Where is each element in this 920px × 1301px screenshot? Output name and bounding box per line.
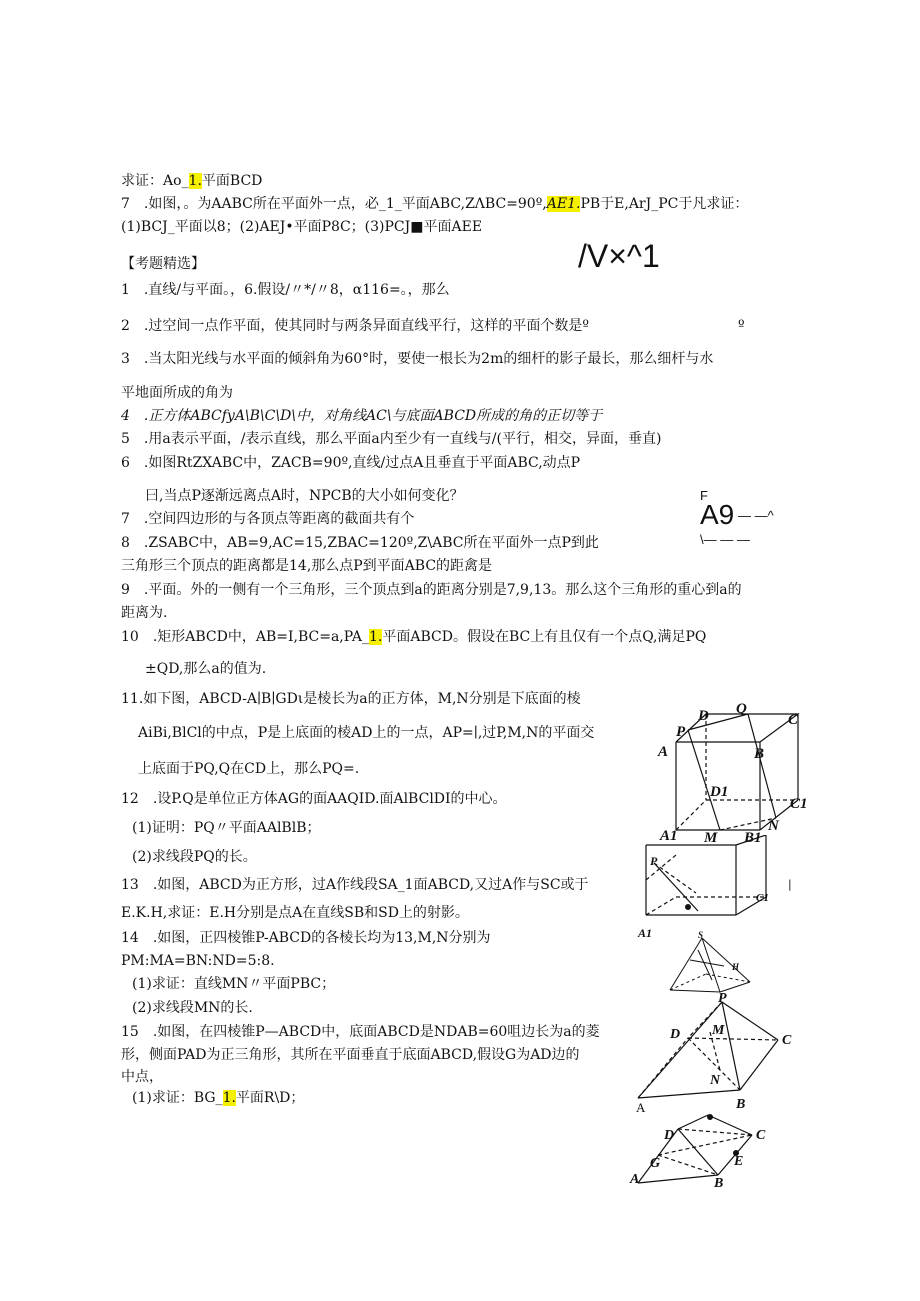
text-seg: 三角形三个顶点的距离都是14,那么点P到平面ABC的距禽是 [121, 558, 493, 574]
stray-mark: | [788, 878, 792, 891]
vertex-label: H [732, 962, 740, 972]
text-line [121, 790, 507, 808]
text-seg: 11.如下图，ABCD-A∣B∣GDι是棱长为a的正方体，M,N分别是下底面的棱 [121, 691, 581, 707]
highlight-mark: 1. [188, 173, 202, 189]
vertex-label: B [736, 1097, 746, 1112]
garbled-fragment: /V×^1 [578, 238, 660, 274]
text-line [121, 317, 589, 335]
text-seg: 4 .正方体ABCfyA\B\C\D\中，对角线AC\与底面ABCD所成的角的正切等于 [121, 408, 603, 424]
vertex-label: G [650, 1156, 661, 1171]
text-seg: 距离为. [121, 605, 168, 621]
text-seg: º [738, 318, 745, 334]
vertex-label: A1 [638, 926, 653, 940]
text-line [121, 1046, 580, 1064]
text-line [121, 218, 482, 236]
text-seg: 求证：Ao_ [121, 173, 189, 189]
vertex-label: C [782, 1033, 792, 1048]
text-line [145, 660, 266, 678]
vertex-label: C [756, 1128, 766, 1143]
vertex-label: M [712, 1023, 725, 1038]
vertex-label: A1 [660, 828, 678, 844]
vertex-label: B [754, 746, 765, 762]
vertex-label: N [710, 1073, 721, 1088]
pyramid-figure-small [660, 930, 770, 998]
text-line [121, 1023, 600, 1041]
text-line [121, 1068, 163, 1086]
pyramid-figure [632, 990, 802, 1115]
text-seg: (1)证明：PQ〃平面AAlBlB； [132, 820, 321, 836]
text-line [121, 350, 713, 368]
highlight-mark: AE1. [546, 196, 581, 212]
text-line [121, 407, 602, 425]
cube-figure-2 [636, 835, 796, 940]
vertex-label: D [670, 1027, 681, 1042]
text-seg: 13 .如图，ABCD为正方形，过A作线段SA_1面ABCD,又过A作与SC或于 [121, 877, 589, 893]
garbled-fragment: A9 [700, 499, 735, 530]
text-line [121, 604, 167, 622]
text-seg: 上底面于PQ,Q在CD上，那么PQ=. [138, 761, 360, 777]
vertex-label: P [676, 724, 686, 740]
text-line [121, 281, 450, 299]
point-marker [685, 904, 691, 910]
text-line [121, 195, 748, 213]
text-seg: (1)求证：BG_ [132, 1090, 223, 1106]
point-marker [707, 1114, 713, 1120]
text-line [132, 819, 320, 837]
text-line [121, 628, 706, 646]
vertex-label: Q [736, 701, 747, 717]
text-seg: (1)求证：直线MN〃平面PBC； [132, 976, 336, 992]
text-seg: 15 .如图，在四棱锥P—ABCD中，底面ABCD是NDAB=60咀边长为a的菱 [121, 1024, 600, 1040]
text-seg: 平地面所成的角为 [121, 385, 233, 401]
text-seg: (2)求线段MN的长. [132, 1000, 253, 1016]
vertex-label: A [658, 744, 669, 760]
vertex-label: B [714, 1176, 724, 1191]
vertex-label: C1 [756, 892, 769, 904]
text-seg: ±QD,那么a的值为. [145, 661, 267, 677]
text-seg: 1 .直线/与平面。，6.假设/〃*/〃8，α116=。，那么 [121, 282, 450, 298]
text-line [121, 534, 599, 552]
highlight-mark: 1. [222, 1090, 236, 1106]
text-line [121, 929, 491, 947]
text-line [132, 848, 257, 866]
text-seg: 3 .当太阳光线与水平面的倾斜角为60°时，要使一根长为2m的细杆的影子最长，那么细杆与水 [121, 351, 714, 367]
vertex-label: C1 [790, 796, 808, 812]
text-line [132, 975, 335, 993]
vertex-label: A [636, 1100, 646, 1115]
text-line [132, 999, 253, 1017]
text-line [121, 430, 661, 448]
text-seg: 平面BCD [201, 173, 263, 189]
text-seg: E.K.H,求证：E.H分别是点A在直线SB和SD上的射影。 [121, 905, 469, 921]
text-line [121, 876, 589, 894]
text-seg: 5 .用a表示平面，/表示直线，那么平面a内至少有一直线与/(平行，相交，异面，垂直) [121, 431, 662, 447]
vertex-label: E [734, 1154, 744, 1169]
text-line [121, 952, 275, 970]
cube-figure-1 [648, 700, 818, 850]
text-seg: 2 .过空间一点作平面，使其同时与两条异面直线平行，这样的平面个数是º [121, 318, 589, 334]
text-seg: AiBi,BlCl的中点，P是上底面的棱AD上的一点，AP=∣,过P,M,N的平面交 [138, 725, 595, 741]
text-line [121, 690, 581, 708]
text-line [138, 724, 594, 742]
text-seg: 8 .ZSABC中，AB=9,AC=15,ZBAC=120º,Z\ABC所在平面外一点P到此 [121, 535, 599, 551]
rhombus-pyramid-figure [628, 1105, 788, 1191]
vertex-label: N [768, 818, 779, 834]
text-seg: 10 .矩形ABCD中，AB=I,BC=a,PA_ [121, 629, 370, 645]
vertex-label: P [650, 854, 658, 868]
garbled-fragment: — —^ [738, 508, 774, 523]
text-line [121, 384, 233, 402]
text-seg: PB于E,ArJ_PC于凡求证： [580, 196, 749, 212]
text-seg: 平面R\D； [235, 1090, 305, 1106]
vertex-label: A [630, 1172, 640, 1187]
text-seg: 【考题精选】 [121, 256, 205, 272]
vertex-label: B1 [744, 830, 762, 846]
vertex-label: D [698, 708, 709, 724]
text-line [121, 172, 262, 190]
vertex-label: D [664, 1128, 675, 1143]
garbled-fragment: \— — — [700, 532, 750, 547]
section-heading [121, 255, 205, 273]
text-line [145, 487, 464, 505]
vertex-label: P [718, 991, 727, 1006]
vertex-label: C [788, 712, 799, 728]
text-seg: (2)求线段PQ的长。 [132, 849, 257, 865]
text-seg: 14 .如图，正四棱锥P-ABCD的各棱长均为13,M,N分别为 [121, 930, 491, 946]
garbled-fragment: F [700, 488, 708, 503]
text-seg: 9 .平面。外的一侧有一个三角形，三个顶点到a的距离分别是7,9,13。那么这个三角形的重心到a的 [121, 582, 742, 598]
text-seg: 曰,当点P逐渐远离点A时，NPCB的大小如何变化？ [145, 488, 464, 504]
vertex-label: D1 [710, 784, 729, 800]
text-seg: 12 .设P.Q是单位正方体AG的面AAQID.面AlBClDI的中心。 [121, 791, 507, 807]
text-line [121, 904, 469, 922]
text-seg: 7 .空间四边形的与各顶点等距离的截面共有个 [121, 511, 415, 527]
text-line [138, 760, 359, 778]
text-seg: 7 .如图，。为AABC所在平面外一点，必_1_平面ABC,ZΛBC=90º, [121, 196, 547, 212]
text-line [121, 510, 414, 528]
text-seg: 6 .如图RtZXABC中，ZACB=90º,直线/过点A且垂直于平面ABC,动点P [121, 455, 581, 471]
highlight-mark: 1. [369, 629, 383, 645]
text-seg: 形，侧面PAD为正三角形，其所在平面垂直于底面ABCD,假设G为AD边的 [121, 1047, 580, 1063]
text-seg: 平面ABCD。假设在BC上有且仅有一个点Q,满足PQ [382, 629, 707, 645]
text-seg: PM:MA=BN:ND=5:8. [121, 953, 275, 969]
text-line [132, 1089, 304, 1107]
vertex-label: M [704, 830, 718, 846]
text-line [121, 454, 580, 472]
text-seg: (1)BCJ_平面以8；(2)AEJ•平面P8C；(3)PCJ■平面AEE [121, 219, 483, 235]
vertex-label: S [698, 930, 704, 940]
text-line [121, 581, 742, 599]
text-seg: 中点， [121, 1069, 163, 1085]
text-line [738, 317, 745, 335]
text-line [121, 557, 492, 575]
